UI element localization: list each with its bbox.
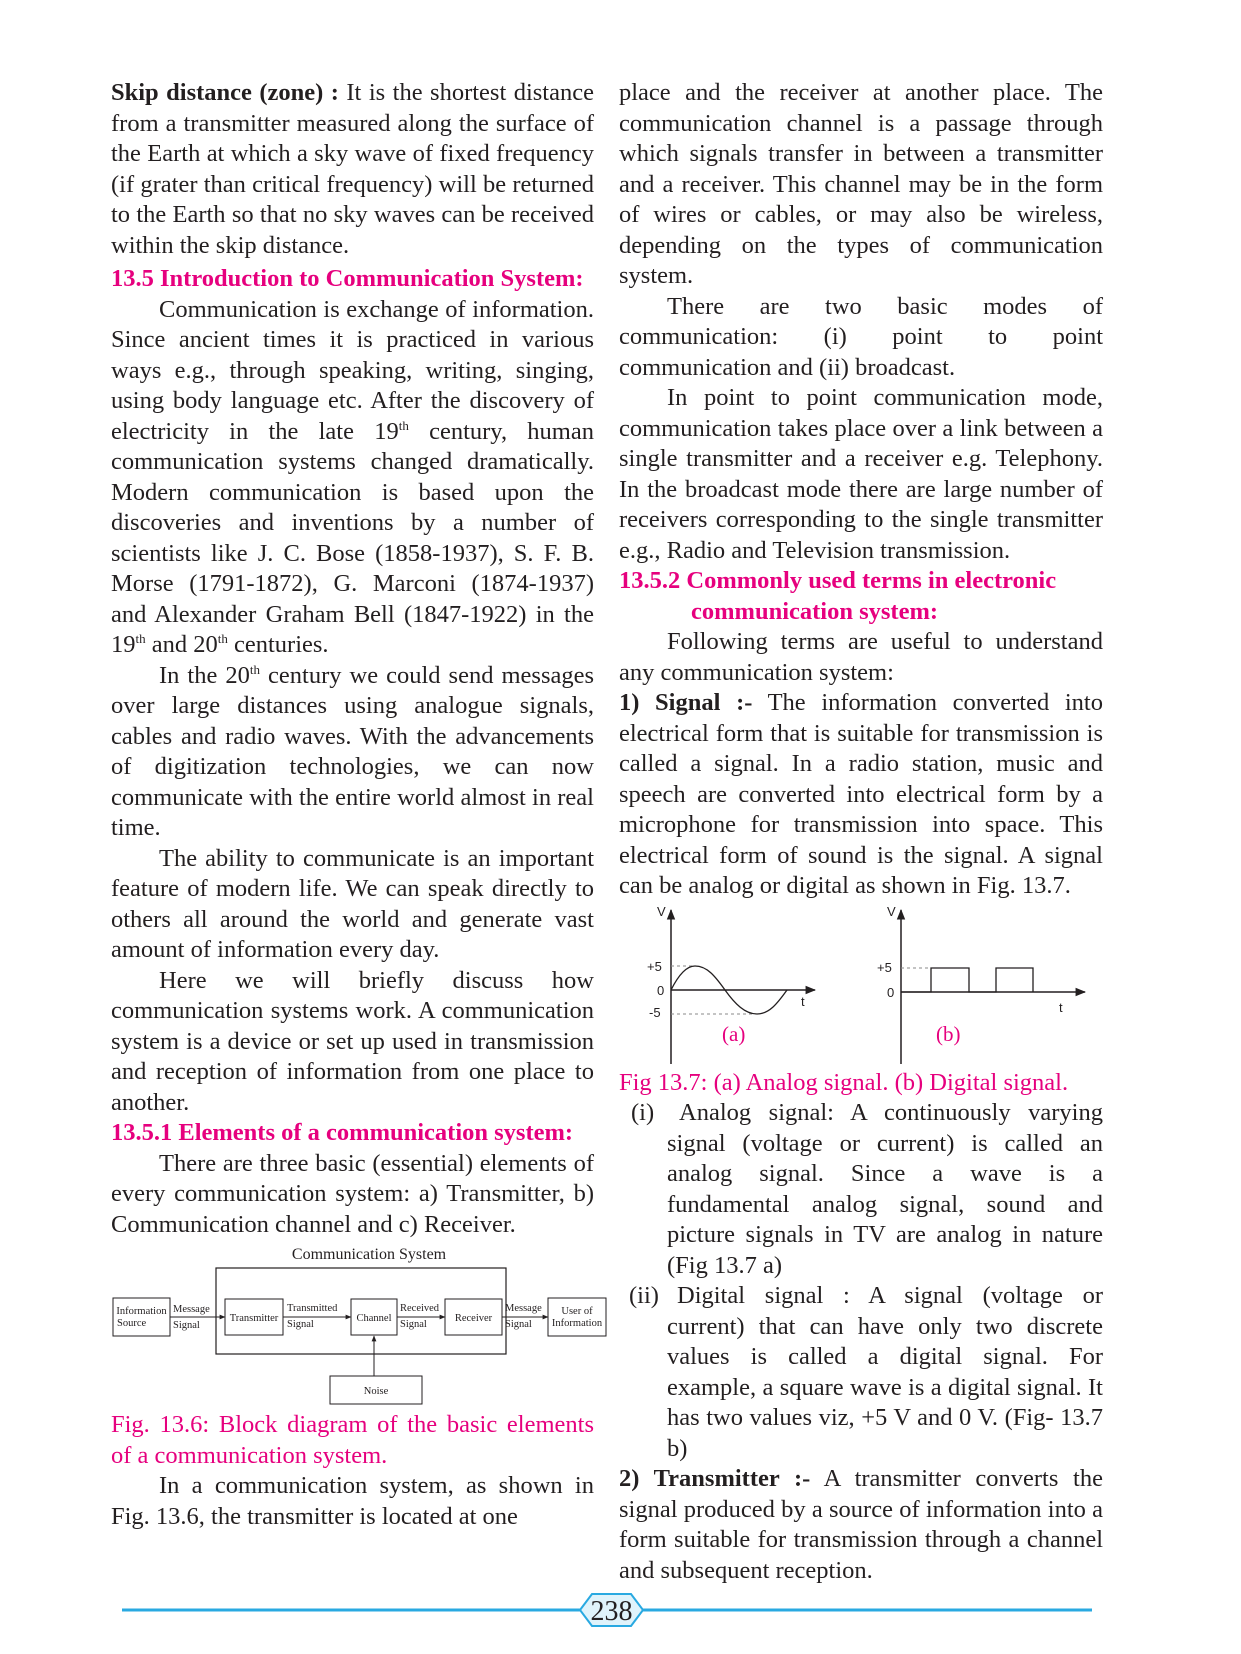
transmitter-location-paragraph: In a communication system, as shown in Fig. 13.6, the transmitter is located at one <box>111 1472 594 1530</box>
message-label: Message <box>173 1304 210 1315</box>
item-number: (ii) <box>629 1282 659 1309</box>
analog-digital-signal-figure <box>619 904 1103 1064</box>
intro-paragraph <box>111 295 594 661</box>
signal-term-text: The information converted into electrical form that is suitable for transmission is called a signal. In a radio station, music and speech are converted into electrical form by a microphone for transmission into space. This electrical form of sound is the signal. A signal can be analog or digital as shown in Fig. 13.7. <box>619 689 1103 899</box>
analog-zero-label: 0 <box>657 982 665 998</box>
communication-system-frame <box>216 1268 506 1354</box>
heading-13-5: 13.5 Introduction to Communication System: <box>111 265 584 292</box>
fig-13-6-caption: Fig. 13.6: Block diagram of the basic elements of a communication system. <box>111 1411 594 1469</box>
heading-line-2: communication system: <box>691 597 939 625</box>
info-source-label-1: Information <box>116 1306 167 1317</box>
left-column <box>111 78 603 1532</box>
elements-paragraph: There are three basic (essential) elements of every communication system: a) Transmitter, b) Communication channel and c) Receiver. <box>111 1149 594 1238</box>
transmitter-term-text: A transmitter converts the signal produced by a source of information into a form suitable for transmission through a channel and subsequent reception. <box>619 1465 1103 1584</box>
heading-number: 13.5.2 <box>619 567 681 594</box>
skip-distance-paragraph <box>111 78 594 261</box>
noise-label: Noise <box>363 1386 389 1397</box>
right-column <box>619 78 1103 1586</box>
modes-paragraph: There are two basic modes of communication: (i) point to point communication and (ii) broadcast. <box>619 292 1103 381</box>
item-number: (i) <box>631 1099 655 1126</box>
user-label-1: User of <box>561 1306 593 1317</box>
page-footer <box>0 1590 1241 1630</box>
analog-plus5-label: +5 <box>647 958 662 974</box>
digital-plus5-label: +5 <box>877 959 892 975</box>
fig-13-7-caption: Fig 13.7: (a) Analog signal. (b) Digital signal. <box>619 1068 1069 1096</box>
signal-label: Signal <box>505 1319 532 1330</box>
info-source-label-2: Source <box>117 1318 147 1329</box>
p3-text-a: In the 20 <box>159 661 250 689</box>
signal-label: Signal <box>400 1319 427 1330</box>
receiver-label: Receiver <box>454 1313 493 1324</box>
digital-square-wave <box>901 968 1033 992</box>
point-to-point-paragraph: In point to point communication mode, communication takes place over a link between a single transmitter and a receiver e.g. Telephony. In the broadcast mode there are large number of receivers corresponding to the single transmitter e.g., Radio and Television transmission. <box>619 384 1103 564</box>
page-number: 238 <box>590 1596 633 1627</box>
intro-text-a: Communication is exchange of information. Since ancient times it is practiced in various ways e.g., through speaking, writing, singing, using body language etc. After the discovery of electricity in the late 19 <box>111 295 594 445</box>
channel-label: Channel <box>356 1313 392 1324</box>
sup-th: th <box>135 630 146 646</box>
channel-paragraph: place and the receiver at another place. The communication channel is a passage through which signals transfer in between a transmitter and a receiver. This channel may be in the form of wires or cables, or may also be wireless, depending on the types of communication system. <box>619 79 1103 289</box>
sup-th: th <box>398 417 409 433</box>
ability-paragraph: The ability to communicate is an important feature of modern life. We can speak directly to others all around the world and generate vast amount of information every day. <box>111 844 594 963</box>
message-label: Message <box>505 1303 542 1314</box>
transmitter-label: Transmitter <box>229 1313 279 1324</box>
intro-text-d: centuries. <box>227 631 329 658</box>
digital-signal-text: Digital signal : A signal (voltage or current) that can have only two discrete values is called a digital signal. For example, a square wave is a digital signal. It has two values viz, +5 V and 0 V. (Fig- 13.7 b) <box>667 1282 1103 1462</box>
user-of-information-box <box>548 1298 606 1336</box>
following-terms-paragraph: Following terms are useful to understand any communication system: <box>619 628 1103 686</box>
transmitter-term: 2) Transmitter :- <box>619 1465 811 1492</box>
user-label-2: Information <box>551 1318 603 1329</box>
heading-13-5-1: 13.5.1 Elements of a communication system: <box>111 1119 574 1146</box>
communication-block-diagram <box>111 1244 603 1404</box>
signal-term-paragraph <box>619 688 1103 902</box>
heading-line-1: Commonly used terms in electronic <box>686 567 1057 594</box>
sup-th: th <box>217 630 228 646</box>
analog-minus5-label: -5 <box>649 1004 661 1020</box>
intro-text-c: and 20 <box>145 631 218 658</box>
analog-signal-text: Analog signal: A continuously varying signal (voltage or current) is called an analog signal. Since a wave is a fundamental analog signal, sound and picture signals in TV are analog in nature (Fig 13.7 a) <box>667 1099 1103 1279</box>
digital-signal-item <box>619 1281 1103 1464</box>
digital-label: (b) <box>936 1021 961 1046</box>
sup-th: th <box>249 661 261 677</box>
information-source-box <box>113 1298 170 1336</box>
heading-13-5-2 <box>619 566 1103 627</box>
signal-label: Signal <box>287 1319 314 1330</box>
transmitter-term-paragraph <box>619 1464 1103 1586</box>
digital-t-label: t <box>1059 999 1063 1015</box>
analog-label: (a) <box>722 1021 746 1046</box>
signal-term: 1) Signal :- <box>619 689 753 716</box>
skip-distance-term: Skip distance (zone) : <box>111 79 339 106</box>
diagram-title: Communication System <box>291 1246 447 1263</box>
analog-v-label: V <box>657 903 666 919</box>
signal-label: Signal <box>173 1320 200 1331</box>
twentieth-century-paragraph <box>111 661 594 844</box>
intro-text-b: century, human communication systems changed dramatically. Modern communication is based upon the discoveries and inventions by a number of scientists like J. C. Bose (1858-1937), S. F. B. Morse (1791-1872), G. Marconi (1874-1937) and Alexander Graham Bell (1847-1922) in the 19 <box>111 417 594 658</box>
digital-zero-label: 0 <box>887 984 895 1000</box>
p3-text-b: century we could send messages over large distances using analogue signals, cables and radio waves. With the advancements of digitization technologies, we can now communicate with the entire world almost in real time. <box>111 661 595 841</box>
skip-distance-text: It is the shortest distance from a transmitter measured along the surface of the Earth at which a sky wave of fixed frequency (if grater than critical frequency) will be returned to the Earth so that no sky waves can be received within the skip distance. <box>111 79 594 259</box>
analog-signal-item <box>619 1098 1103 1281</box>
briefly-discuss-paragraph: Here we will briefly discuss how communication systems work. A communication system is a device or set up used in transmission and reception of information from one place to another. <box>111 966 594 1116</box>
received-label: Received <box>400 1303 440 1314</box>
transmitted-label: Transmitted <box>287 1303 338 1314</box>
digital-v-label: V <box>887 903 896 919</box>
analog-t-label: t <box>801 993 805 1009</box>
